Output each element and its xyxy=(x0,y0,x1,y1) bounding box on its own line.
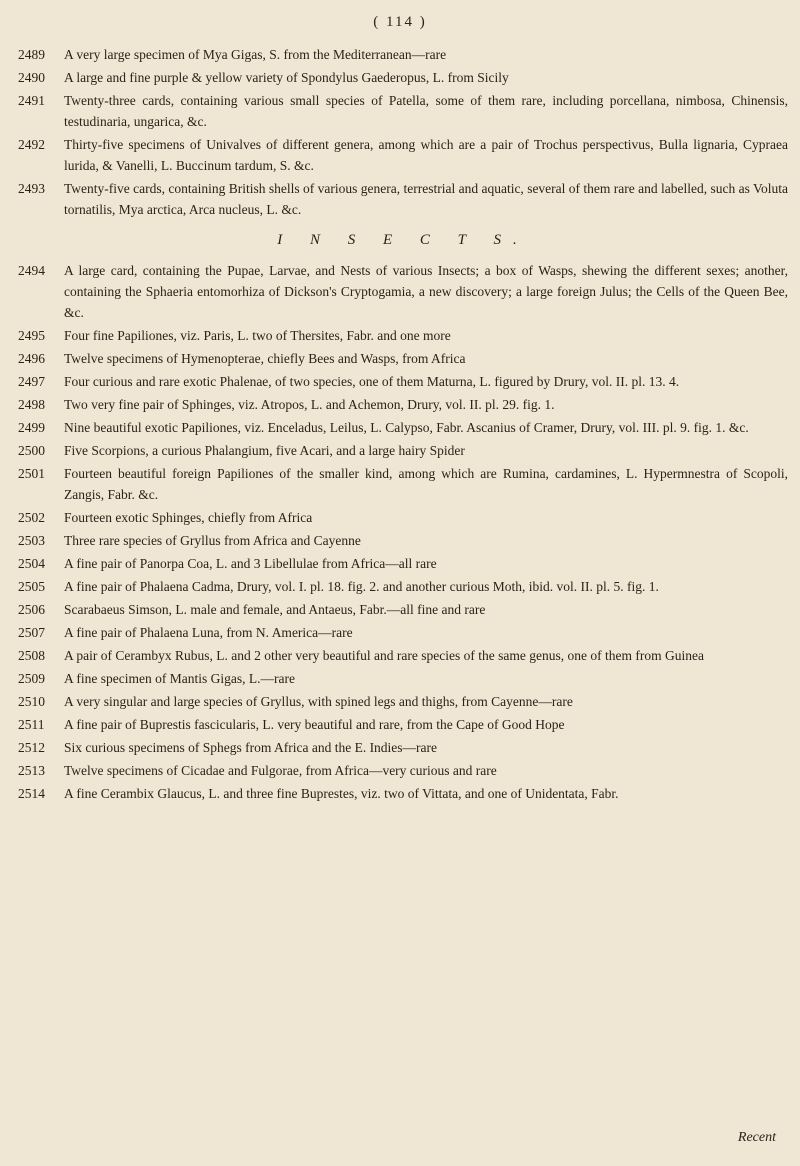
lot-number: 2506 xyxy=(18,602,45,617)
lot-entry xyxy=(18,645,788,666)
lot-description: Twelve specimens of Cicadae and Fulgorae, from Africa—very curious and rare xyxy=(64,763,497,778)
lot-description: Scarabaeus Simson, L. male and female, and Antaeus, Fabr.—all fine and rare xyxy=(64,602,486,617)
lot-entry xyxy=(18,348,788,369)
lot-number: 2497 xyxy=(18,374,45,389)
lot-description: Four curious and rare exotic Phalenae, of two species, one of them Maturna, L. figured by Drury, vol. II. pl. 13. 4. xyxy=(64,374,680,389)
lot-entry xyxy=(18,371,788,392)
lot-number: 2503 xyxy=(18,533,45,548)
lot-entry xyxy=(18,507,788,528)
lot-number: 2494 xyxy=(18,263,45,278)
lot-number: 2510 xyxy=(18,694,45,709)
lot-number: 2496 xyxy=(18,351,45,366)
lot-list xyxy=(18,44,788,806)
lot-entry xyxy=(18,553,788,574)
lot-number: 2505 xyxy=(18,579,45,594)
lot-entry xyxy=(18,90,788,132)
lot-number: 2509 xyxy=(18,671,45,686)
lot-description: A large and fine purple & yellow variety of Spondylus Gaederopus, L. from Sicily xyxy=(64,70,509,85)
lot-entry xyxy=(18,134,788,176)
lot-entry xyxy=(18,178,788,220)
lot-number: 2512 xyxy=(18,740,45,755)
insect-lots xyxy=(18,260,788,804)
lot-entry xyxy=(18,599,788,620)
lot-entry xyxy=(18,530,788,551)
lot-entry xyxy=(18,576,788,597)
lot-description: Thirty-five specimens of Univalves of different genera, among which are a pair of Trochus perspectivus, Bulla lignaria, Cypraea lurida, & Vanelli, L. Buccinum tardum, S. &c. xyxy=(64,137,788,173)
lot-entry xyxy=(18,783,788,804)
shell-lots xyxy=(18,44,788,220)
lot-entry xyxy=(18,440,788,461)
lot-number: 2507 xyxy=(18,625,45,640)
lot-description: Fourteen beautiful foreign Papiliones of the smaller kind, among which are Rumina, cardamines, L. Hypermnestra of Scopoli, Zangis, Fabr. &c. xyxy=(64,466,788,502)
lot-entry xyxy=(18,622,788,643)
lot-number: 2489 xyxy=(18,47,45,62)
lot-entry xyxy=(18,394,788,415)
lot-entry xyxy=(18,325,788,346)
lot-description: Twenty-five cards, containing British shells of various genera, terrestrial and aquatic, several of them rare and labelled, such as Voluta tornatilis, Mya arctica, Arca nucleus, L. &c. xyxy=(64,181,788,217)
lot-number: 2495 xyxy=(18,328,45,343)
lot-number: 2508 xyxy=(18,648,45,663)
lot-entry xyxy=(18,668,788,689)
lot-entry xyxy=(18,463,788,505)
lot-number: 2499 xyxy=(18,420,45,435)
lot-entry xyxy=(18,44,788,65)
lot-description: A fine specimen of Mantis Gigas, L.—rare xyxy=(64,671,295,686)
catchword: Recent xyxy=(737,1130,776,1145)
lot-number: 2492 xyxy=(18,137,45,152)
lot-description: Two very fine pair of Sphinges, viz. Atropos, L. and Achemon, Drury, vol. II. pl. 29. fig. 1. xyxy=(64,397,555,412)
lot-description: Four fine Papiliones, viz. Paris, L. two of Thersites, Fabr. and one more xyxy=(64,328,451,343)
lot-description: A very singular and large species of Gryllus, with spined legs and thighs, from Cayenne—rare xyxy=(64,694,573,709)
lot-entry xyxy=(18,417,788,438)
lot-number: 2513 xyxy=(18,763,45,778)
lot-description: A large card, containing the Pupae, Larvae, and Nests of various Insects; a box of Wasps, shewing the different sexes; another, containing the Sphaeria entomorhiza of Dickson's Cryptogamia, a new discovery; a large foreign Julus; the Cells of the Queen Bee, &c. xyxy=(64,263,788,320)
lot-entry xyxy=(18,737,788,758)
section-heading-insects: I N S E C T S. xyxy=(277,232,529,248)
lot-description: Fourteen exotic Sphinges, chiefly from Africa xyxy=(64,510,313,525)
lot-description: Three rare species of Gryllus from Africa and Cayenne xyxy=(64,533,361,548)
lot-number: 2498 xyxy=(18,397,45,412)
lot-number: 2514 xyxy=(18,786,45,801)
lot-description: A fine pair of Panorpa Coa, L. and 3 Libellulae from Africa—all rare xyxy=(64,556,437,571)
lot-description: A very large specimen of Mya Gigas, S. from the Mediterranean—rare xyxy=(64,47,447,62)
lot-description: Twelve specimens of Hymenopterae, chiefly Bees and Wasps, from Africa xyxy=(64,351,466,366)
lot-number: 2502 xyxy=(18,510,45,525)
lot-description: A fine pair of Phalaena Luna, from N. America—rare xyxy=(64,625,353,640)
lot-entry xyxy=(18,67,788,88)
lot-description: A pair of Cerambyx Rubus, L. and 2 other very beautiful and rare species of the same genus, one of them from Guinea xyxy=(64,648,704,663)
lot-number: 2500 xyxy=(18,443,45,458)
lot-number: 2504 xyxy=(18,556,45,571)
lot-description: A fine pair of Phalaena Cadma, Drury, vol. I. pl. 18. fig. 2. and another curious Moth, ibid. vol. II. pl. 5. fig. 1. xyxy=(64,579,659,594)
lot-number: 2491 xyxy=(18,93,45,108)
page-number-header: ( 114 ) xyxy=(373,14,427,30)
lot-number: 2501 xyxy=(18,466,45,481)
lot-description: A fine Cerambix Glaucus, L. and three fine Buprestes, viz. two of Vittata, and one of Unidentata, Fabr. xyxy=(64,786,619,801)
lot-entry xyxy=(18,691,788,712)
lot-entry xyxy=(18,760,788,781)
lot-description: Five Scorpions, a curious Phalangium, five Acari, and a large hairy Spider xyxy=(64,443,465,458)
lot-entry xyxy=(18,260,788,323)
lot-description: Six curious specimens of Sphegs from Africa and the E. Indies—rare xyxy=(64,740,438,755)
lot-description: A fine pair of Buprestis fascicularis, L. very beautiful and rare, from the Cape of Good Hope xyxy=(64,717,565,732)
lot-entry xyxy=(18,714,788,735)
lot-number: 2511 xyxy=(18,717,45,732)
lot-description: Twenty-three cards, containing various small species of Patella, some of them rare, including porcellana, nimbosa, Chinensis, testudinaria, ungarica, &c. xyxy=(64,93,788,129)
lot-number: 2493 xyxy=(18,181,45,196)
lot-number: 2490 xyxy=(18,70,45,85)
lot-description: Nine beautiful exotic Papiliones, viz. Enceladus, Leilus, L. Calypso, Fabr. Ascanius of Cramer, Drury, vol. III. pl. 9. fig. 1. &c. xyxy=(64,420,749,435)
